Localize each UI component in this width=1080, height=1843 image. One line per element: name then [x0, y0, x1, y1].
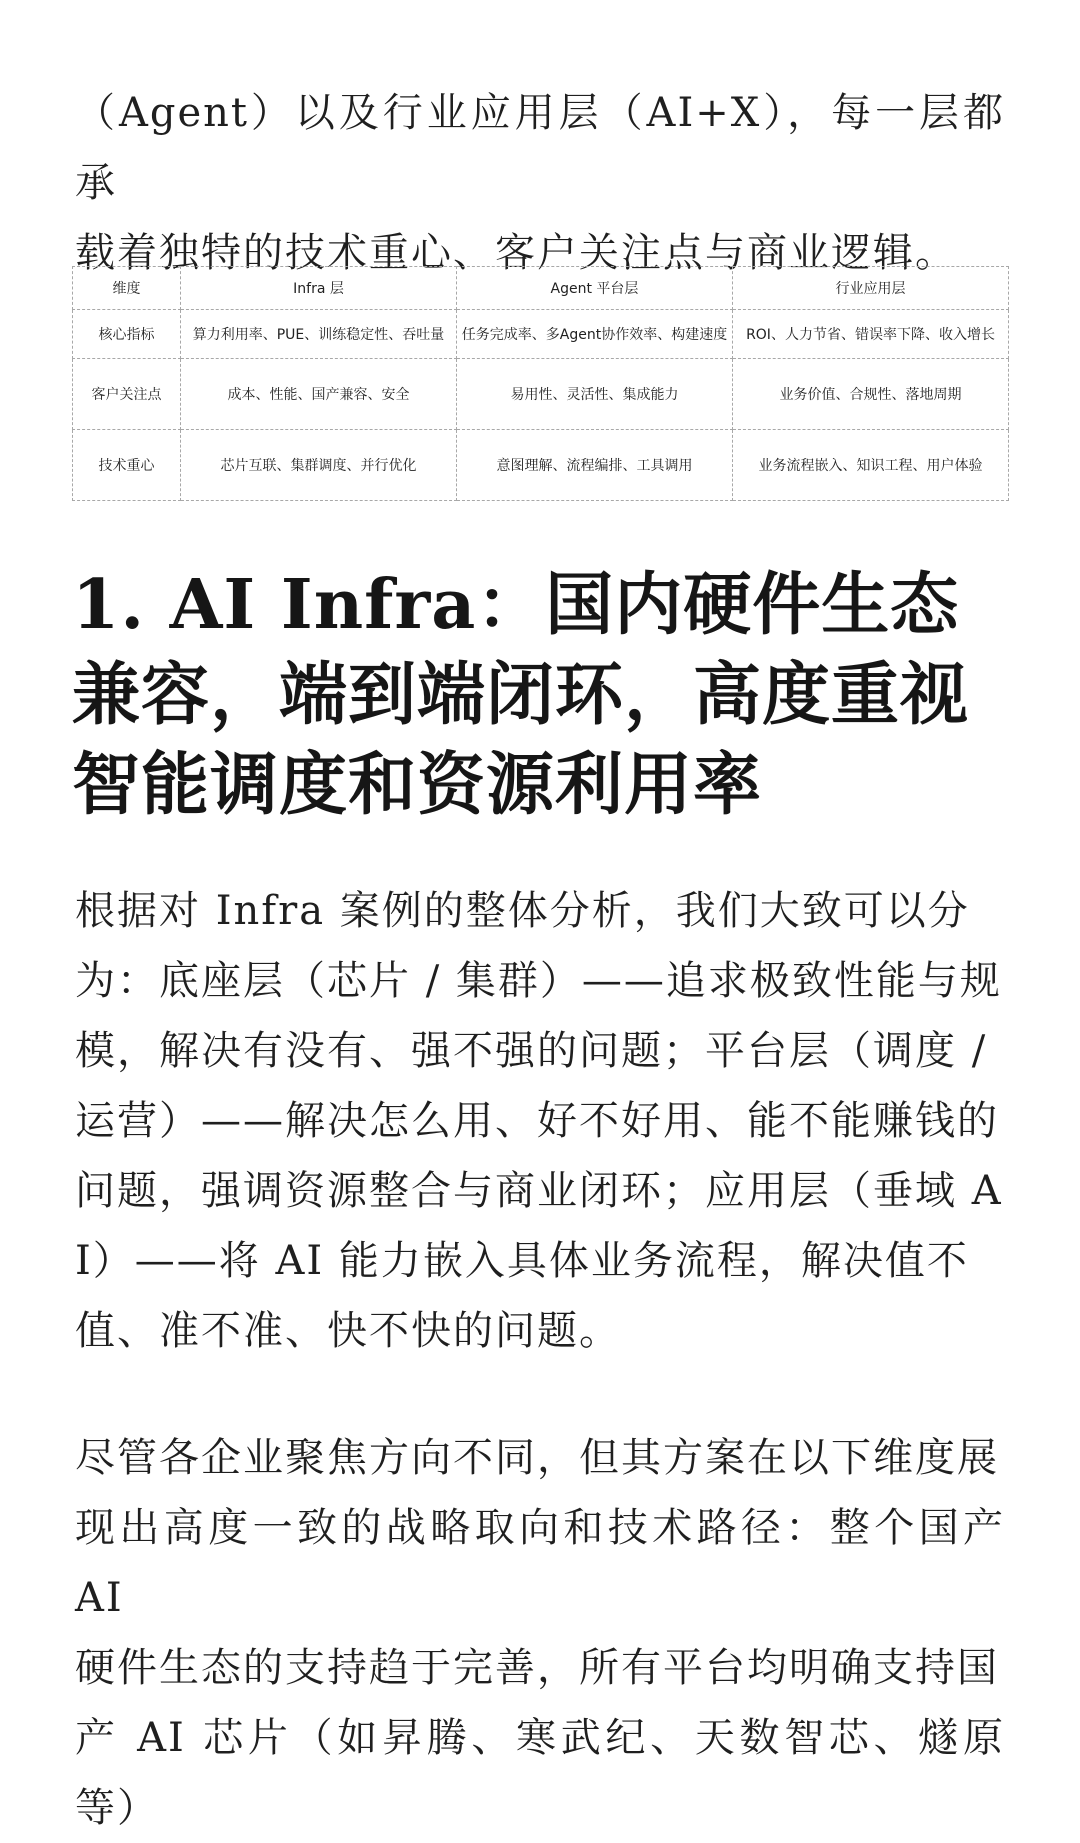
body1-line: 模，解决有没有、强不强的问题；平台层（调度 / — [75, 1028, 988, 1074]
body1-line: 问题，强调资源整合与商业闭环；应用层（垂域 A — [75, 1168, 1003, 1214]
table-cell: 任务完成率、多Agent协作效率、构建速度 — [457, 310, 733, 359]
body1-line: I）——将 AI 能力嵌入具体业务流程，解决值不 — [75, 1238, 969, 1284]
table-header-cell: Infra 层 — [181, 267, 457, 310]
body1-line: 值、准不准、快不快的问题。 — [75, 1308, 621, 1354]
section-heading — [72, 560, 1012, 830]
intro-line-1: （Agent）以及行业应用层（AI+X），每一层都承 — [75, 90, 1005, 206]
table-cell: 客户关注点 — [73, 359, 181, 430]
table-row — [73, 310, 1009, 359]
table-cell: 易用性、灵活性、集成能力 — [457, 359, 733, 430]
table-header-cell: Agent 平台层 — [457, 267, 733, 310]
table-header-row — [73, 267, 1009, 310]
body1-line: 为：底座层（芯片 / 集群）——追求极致性能与规 — [75, 958, 1002, 1004]
table-cell: 技术重心 — [73, 430, 181, 501]
body-paragraph-1 — [75, 876, 1005, 1366]
table-cell: 意图理解、流程编排、工具调用 — [457, 430, 733, 501]
heading-line-2: 兼容，端到端闭环，高度重视 — [72, 655, 970, 735]
table-cell: ROI、人力节省、错误率下降、收入增长 — [733, 310, 1009, 359]
body1-line: 根据对 Infra 案例的整体分析，我们大致可以分 — [75, 888, 970, 934]
body2-line: 尽管各企业聚焦方向不同，但其方案在以下维度展 — [75, 1435, 999, 1481]
body2-line: 硬件生态的支持趋于完善，所有平台均明确支持国 — [75, 1645, 999, 1691]
body2-line: 现出高度一致的战略取向和技术路径：整个国产 AI — [75, 1505, 1005, 1621]
dimension-table — [72, 266, 1009, 501]
dimension-table-image — [72, 266, 1008, 501]
table-header-cell: 行业应用层 — [733, 267, 1009, 310]
intro-paragraph — [75, 78, 1005, 288]
table-cell: 核心指标 — [73, 310, 181, 359]
table-cell: 业务流程嵌入、知识工程、用户体验 — [733, 430, 1009, 501]
intro-line-2: 载着独特的技术重心、客户关注点与商业逻辑。 — [75, 230, 957, 276]
table-cell: 成本、性能、国产兼容、安全 — [181, 359, 457, 430]
heading-line-3: 智能调度和资源利用率 — [72, 745, 763, 825]
table-cell: 芯片互联、集群调度、并行优化 — [181, 430, 457, 501]
body-paragraph-2 — [75, 1423, 1005, 1843]
body2-line: 产 AI 芯片（如昇腾、寒武纪、天数智芯、燧原等） — [75, 1715, 1005, 1831]
table-row — [73, 359, 1009, 430]
body1-line: 运营）——解决怎么用、好不好用、能不能赚钱的 — [75, 1098, 999, 1144]
heading-line-1: 1. AI Infra：国内硬件生态 — [72, 565, 960, 645]
table-header-cell: 维度 — [73, 267, 181, 310]
table-cell: 业务价值、合规性、落地周期 — [733, 359, 1009, 430]
table-row — [73, 430, 1009, 501]
table-cell: 算力利用率、PUE、训练稳定性、吞吐量 — [181, 310, 457, 359]
